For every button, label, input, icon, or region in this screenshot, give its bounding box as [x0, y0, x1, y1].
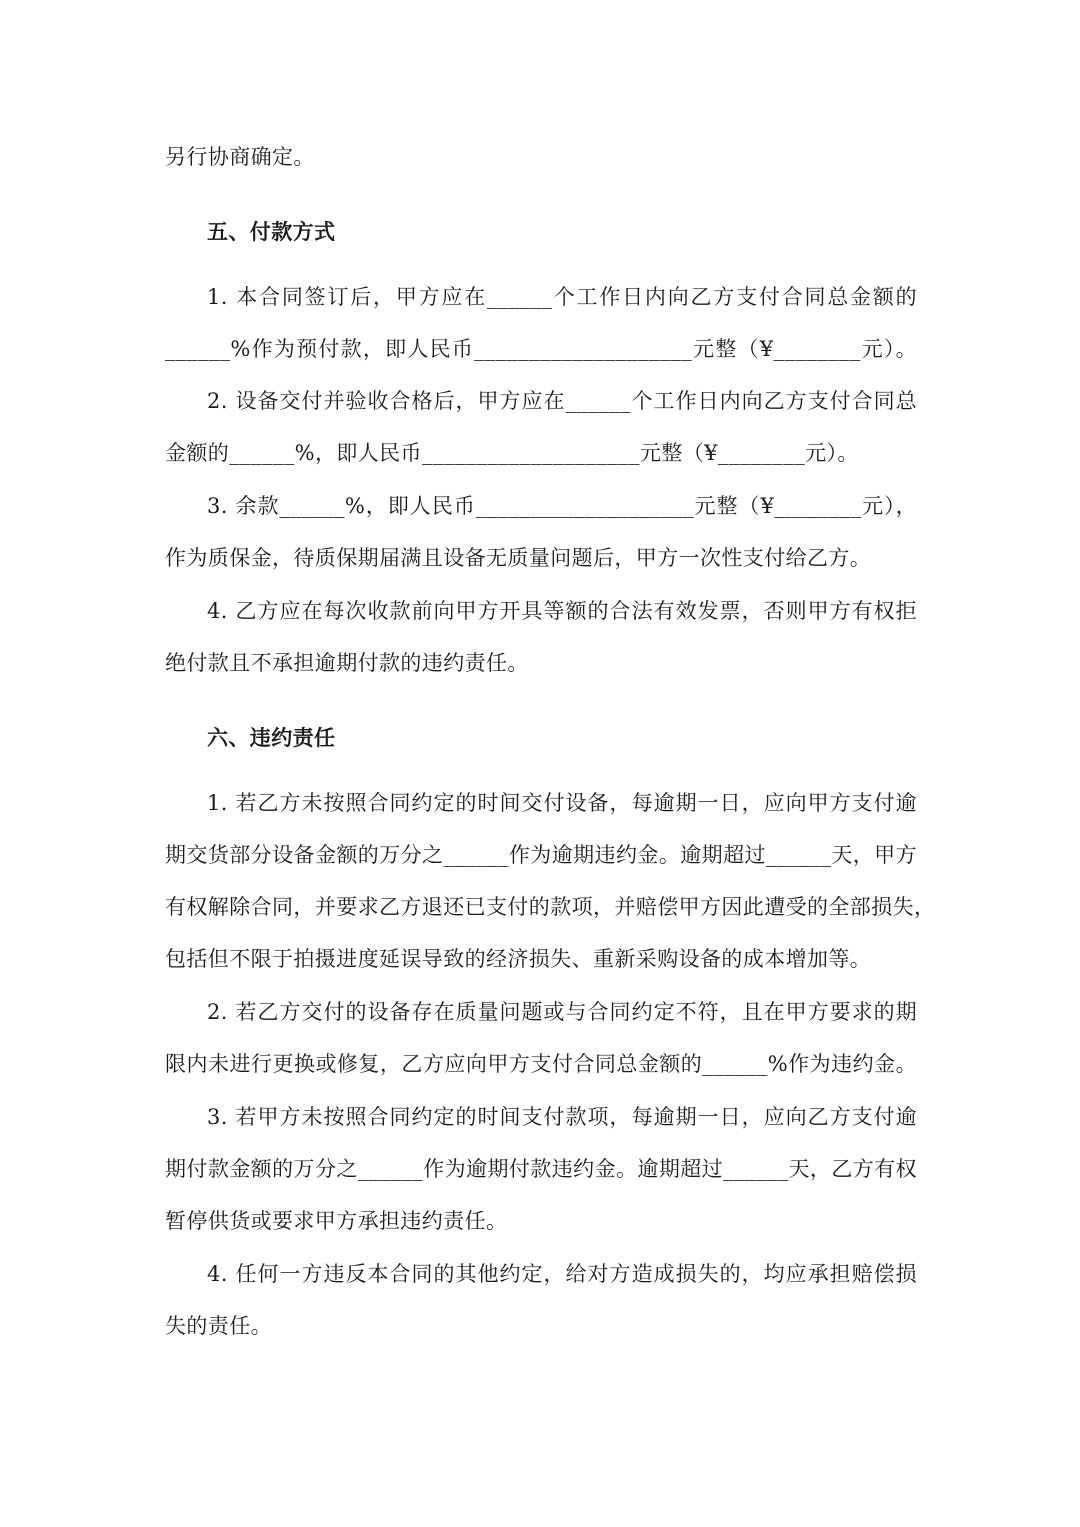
s6-item1-line4: 包括但不限于拍摄进度延误导致的经济损失、重新采购设备的成本增加等。	[165, 947, 872, 971]
s5-item2-line1: 2. 设备交付并验收合格后，甲方应在______个工作日内向乙方支付合同总	[207, 389, 917, 413]
s6-item2-line1: 2. 若乙方交付的设备存在质量问题或与合同约定不符，且在甲方要求的期	[207, 1000, 917, 1024]
continuation-text: 另行协商确定。	[165, 145, 315, 169]
s5-item3-line2: 作为质保金，待质保期届满且设备无质量问题后，甲方一次性支付给乙方。	[165, 546, 872, 570]
s5-item3-line1: 3. 余款______%，即人民币____________________元整（¥________元），	[207, 494, 917, 518]
s6-item4-line2: 失的责任。	[165, 1314, 272, 1338]
s5-item4-line1: 4. 乙方应在每次收款前向甲方开具等额的合法有效发票，否则甲方有权拒	[207, 599, 917, 623]
s5-item1-line1: 1. 本合同签订后，甲方应在______个工作日内向乙方支付合同总金额的	[207, 285, 917, 309]
s5-item2-line2: 金额的______%，即人民币____________________元整（¥________元）。	[165, 441, 859, 465]
s6-item2-line2: 限内未进行更换或修复，乙方应向甲方支付合同总金额的______%作为违约金。	[165, 1052, 917, 1076]
s6-item3-line3: 暂停供货或要求甲方承担违约责任。	[165, 1209, 508, 1233]
section-6-heading: 六、违约责任	[207, 725, 336, 750]
s6-item3-line1: 3. 若甲方未按照合同约定的时间支付款项，每逾期一日，应向乙方支付逾	[207, 1105, 917, 1129]
s6-item1-line3: 有权解除合同，并要求乙方退还已支付的款项，并赔偿甲方因此遭受的全部损失，	[165, 895, 936, 919]
s6-item4-line1: 4. 任何一方违反本合同的其他约定，给对方造成损失的，均应承担赔偿损	[207, 1262, 917, 1286]
s6-item1-line2: 期交货部分设备金额的万分之______作为逾期违约金。逾期超过______天，甲方	[165, 843, 917, 867]
section-5-heading: 五、付款方式	[207, 219, 336, 244]
s5-item1-line2: ______%作为预付款，即人民币____________________元整（¥________元）。	[165, 337, 917, 361]
s6-item1-line1: 1. 若乙方未按照合同约定的时间交付设备，每逾期一日，应向甲方支付逾	[207, 791, 917, 815]
s6-item3-line2: 期付款金额的万分之______作为逾期付款违约金。逾期超过______天，乙方有权	[165, 1157, 917, 1181]
s5-item4-line2: 绝付款且不承担逾期付款的违约责任。	[165, 651, 529, 675]
